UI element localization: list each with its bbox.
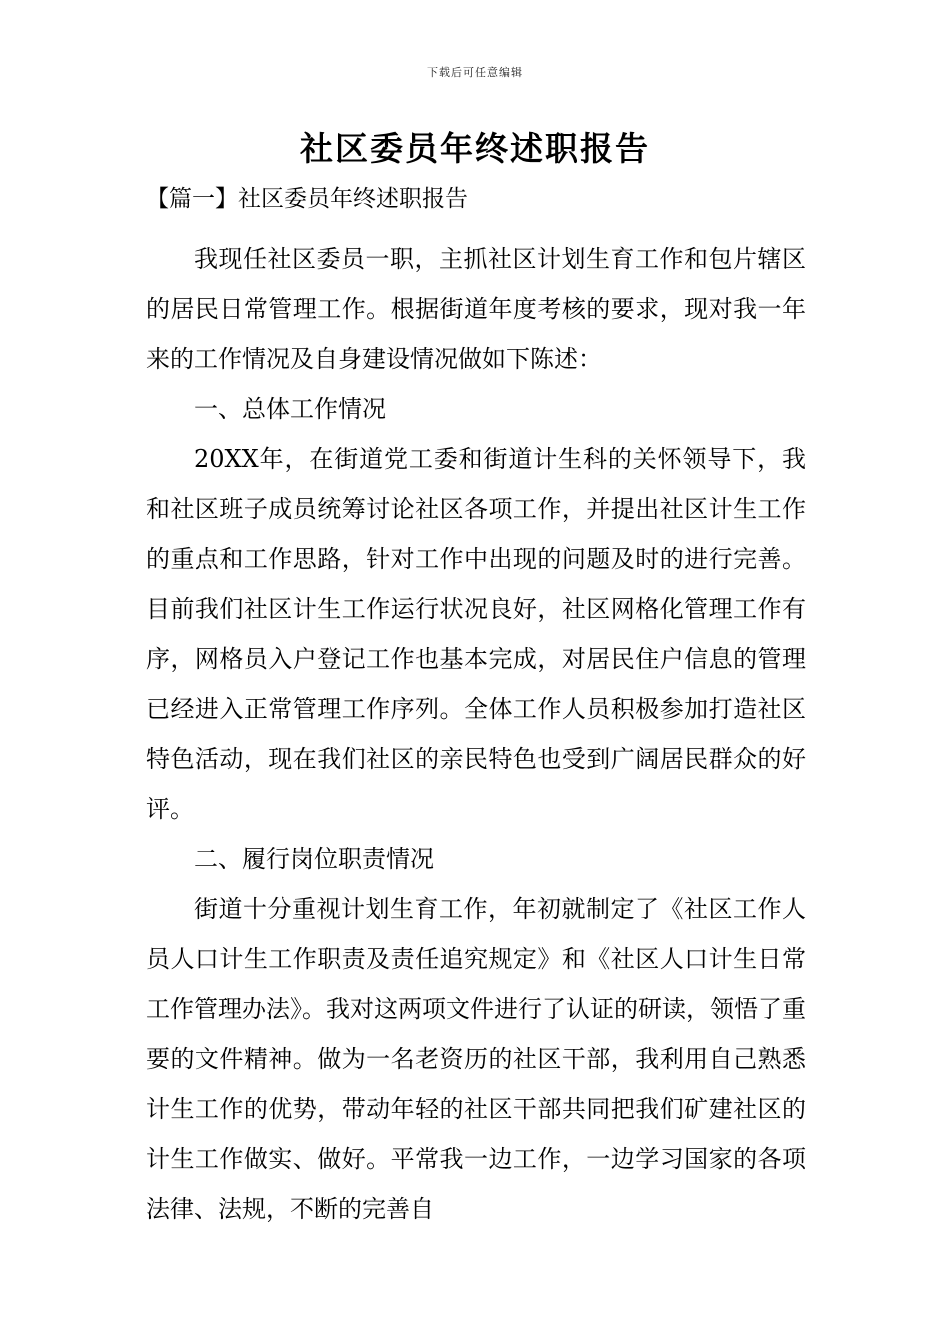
heading-duties: 二、履行岗位职责情况 xyxy=(194,845,434,873)
section-title: 【篇一】社区委员年终述职报告 xyxy=(146,186,468,212)
heading-overall-work: 一、总体工作情况 xyxy=(194,395,386,423)
overall-work-paragraph: 20XX年，在街道党工委和街道计生科的关怀领导下，我和社区班子成员统筹讨论社区各项工作，并提出社区计生工作的重点和工作思路，针对工作中出现的问题及时的进行完善。目前我们社区计生工作运行状况良好，社区网格化管理工作有序，网格员入户登记工作也基本完成，对居民住户信息的管理已经进入正常管理工作序列。全体工作人员积极参加打造社区特色活动，现在我们社区的亲民特色也受到广阔居民群众的好评。 xyxy=(146,445,806,823)
document-title: 社区委员年终述职报告 xyxy=(300,129,650,168)
duties-paragraph: 街道十分重视计划生育工作，年初就制定了《社区工作人员人口计生工作职责及责任追究规定》和《社区人口计生日常工作管理办法》。我对这两项文件进行了认证的研读，领悟了重要的文件精神。做为一名老资历的社区干部，我利用自己熟悉计生工作的优势，带动年轻的社区干部共同把我们矿建社区的计生工作做实、做好。平常我一边工作，一边学习国家的各项法律、法规，不断的完善自 xyxy=(146,895,806,1223)
intro-paragraph: 我现任社区委员一职，主抓社区计划生育工作和包片辖区的居民日常管理工作。根据街道年度考核的要求，现对我一年来的工作情况及自身建设情况做如下陈述： xyxy=(146,245,806,373)
document-body xyxy=(146,234,806,1234)
header-note: 下载后可任意编辑 xyxy=(427,66,523,79)
